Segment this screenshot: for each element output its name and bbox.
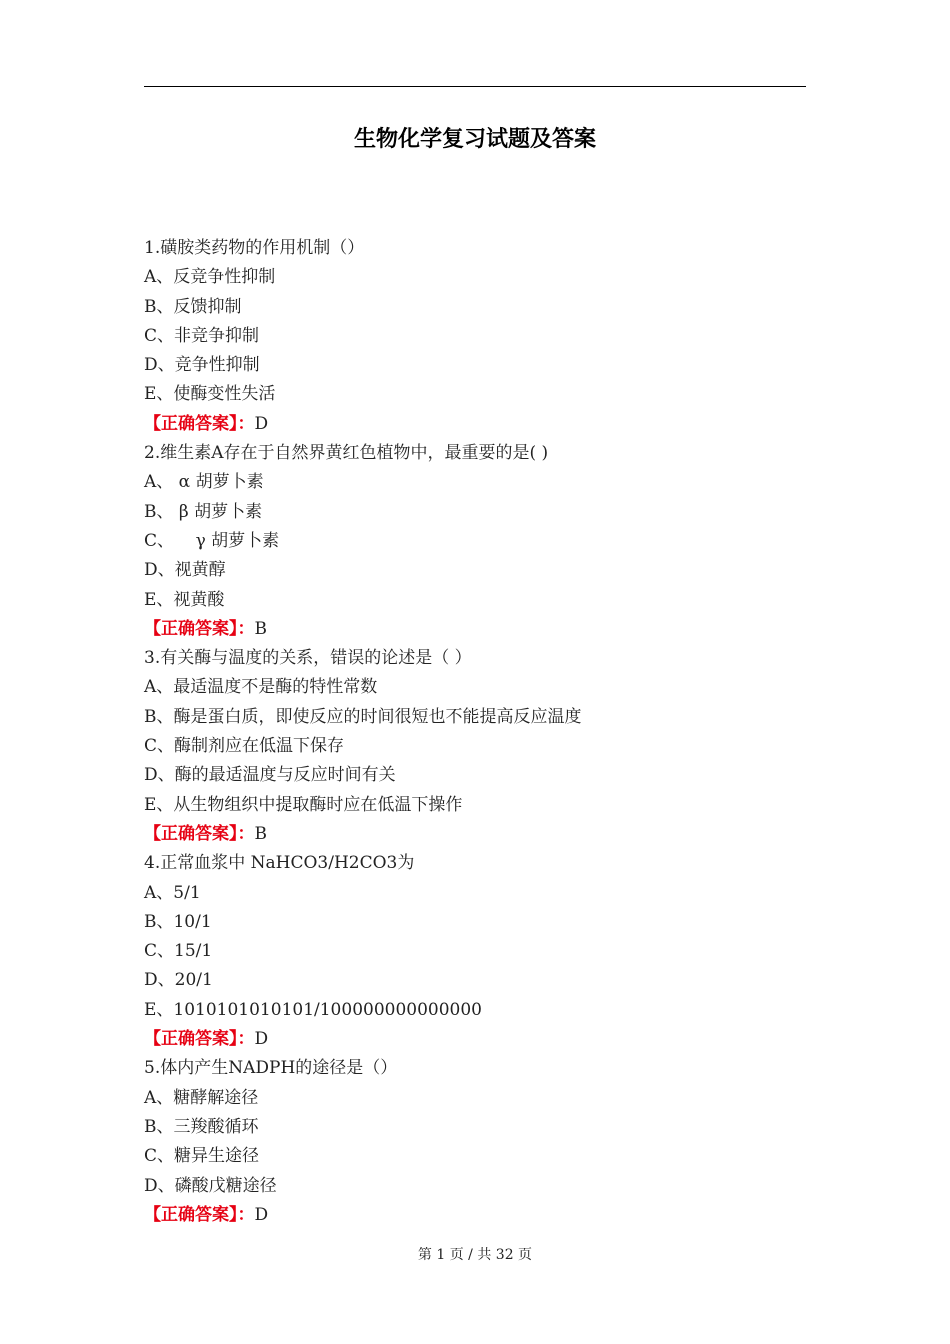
answer-option: A、5/1 — [144, 882, 201, 903]
correct-answer-value: D — [254, 1204, 269, 1225]
answer-option: E、1010101010101/100000000000000 — [144, 999, 482, 1020]
answer-option: E、使酶变性失活 — [144, 384, 276, 405]
correct-answer-row — [144, 615, 806, 644]
question-block — [144, 1054, 806, 1230]
answer-option: A、 α 胡萝卜素 — [144, 472, 264, 493]
answer-option: B、三羧酸循环 — [144, 1116, 259, 1137]
answer-option: E、从生物组织中提取酶时应在低温下操作 — [144, 794, 463, 815]
correct-answer-row — [144, 1025, 806, 1054]
correct-answer-value: B — [254, 823, 267, 844]
correct-answer-label: 【正确答案】： — [144, 618, 255, 639]
answer-option: C、15/1 — [144, 941, 213, 962]
answer-option: D、竞争性抑制 — [144, 355, 260, 376]
correct-answer-label: 【正确答案】： — [144, 413, 255, 434]
correct-answer-row — [144, 820, 806, 849]
question-block — [144, 849, 806, 1054]
answer-option: C、酶制剂应在低温下保存 — [144, 736, 345, 757]
question-block — [144, 234, 806, 439]
answer-option: C、糖异生途径 — [144, 1146, 260, 1167]
answer-option: D、20/1 — [144, 970, 213, 991]
answer-option: B、酶是蛋白质，即使反应的时间很短也不能提高反应温度 — [144, 706, 582, 727]
answer-option: D、酶的最适温度与反应时间有关 — [144, 765, 396, 786]
header-rule — [144, 86, 806, 87]
answer-option: A、最适温度不是酶的特性常数 — [144, 677, 378, 698]
answer-option: B、 β 胡萝卜素 — [144, 501, 263, 522]
answer-option: C、 γ 胡萝卜素 — [144, 530, 280, 551]
answer-option: D、磷酸戊糖途径 — [144, 1175, 277, 1196]
correct-answer-value: B — [254, 618, 267, 639]
answer-option: A、糖酵解途径 — [144, 1087, 259, 1108]
question-block — [144, 439, 806, 644]
correct-answer-label: 【正确答案】： — [144, 1029, 255, 1050]
answer-option: C、非竞争抑制 — [144, 325, 260, 346]
correct-answer-label: 【正确答案】： — [144, 1204, 255, 1225]
question-stem: 4.正常血浆中 NaHCO3/H2CO3为 — [144, 853, 415, 874]
answer-option: D、视黄醇 — [144, 560, 226, 581]
correct-answer-value: D — [254, 413, 269, 434]
correct-answer-label: 【正确答案】： — [144, 823, 255, 844]
answer-option: B、反馈抑制 — [144, 296, 242, 317]
answer-option: A、反竞争性抑制 — [144, 267, 276, 288]
question-list — [144, 234, 806, 1230]
document-title: 生物化学复习试题及答案 — [353, 127, 596, 152]
question-stem: 3.有关酶与温度的关系，错误的论述是（ ） — [144, 648, 472, 669]
answer-option: E、视黄酸 — [144, 589, 225, 610]
question-stem: 5.体内产生NADPH的途径是（） — [144, 1058, 398, 1079]
correct-answer-value: D — [254, 1029, 269, 1050]
question-block — [144, 644, 806, 849]
question-stem: 2.维生素A存在于自然界黄红色植物中，最重要的是( ) — [144, 443, 549, 464]
correct-answer-row — [144, 410, 806, 439]
page-footer: 第 1 页 / 共 32 页 — [417, 1247, 533, 1263]
answer-option: B、10/1 — [144, 911, 212, 932]
question-stem: 1.磺胺类药物的作用机制（） — [144, 238, 365, 258]
correct-answer-row — [144, 1201, 806, 1230]
